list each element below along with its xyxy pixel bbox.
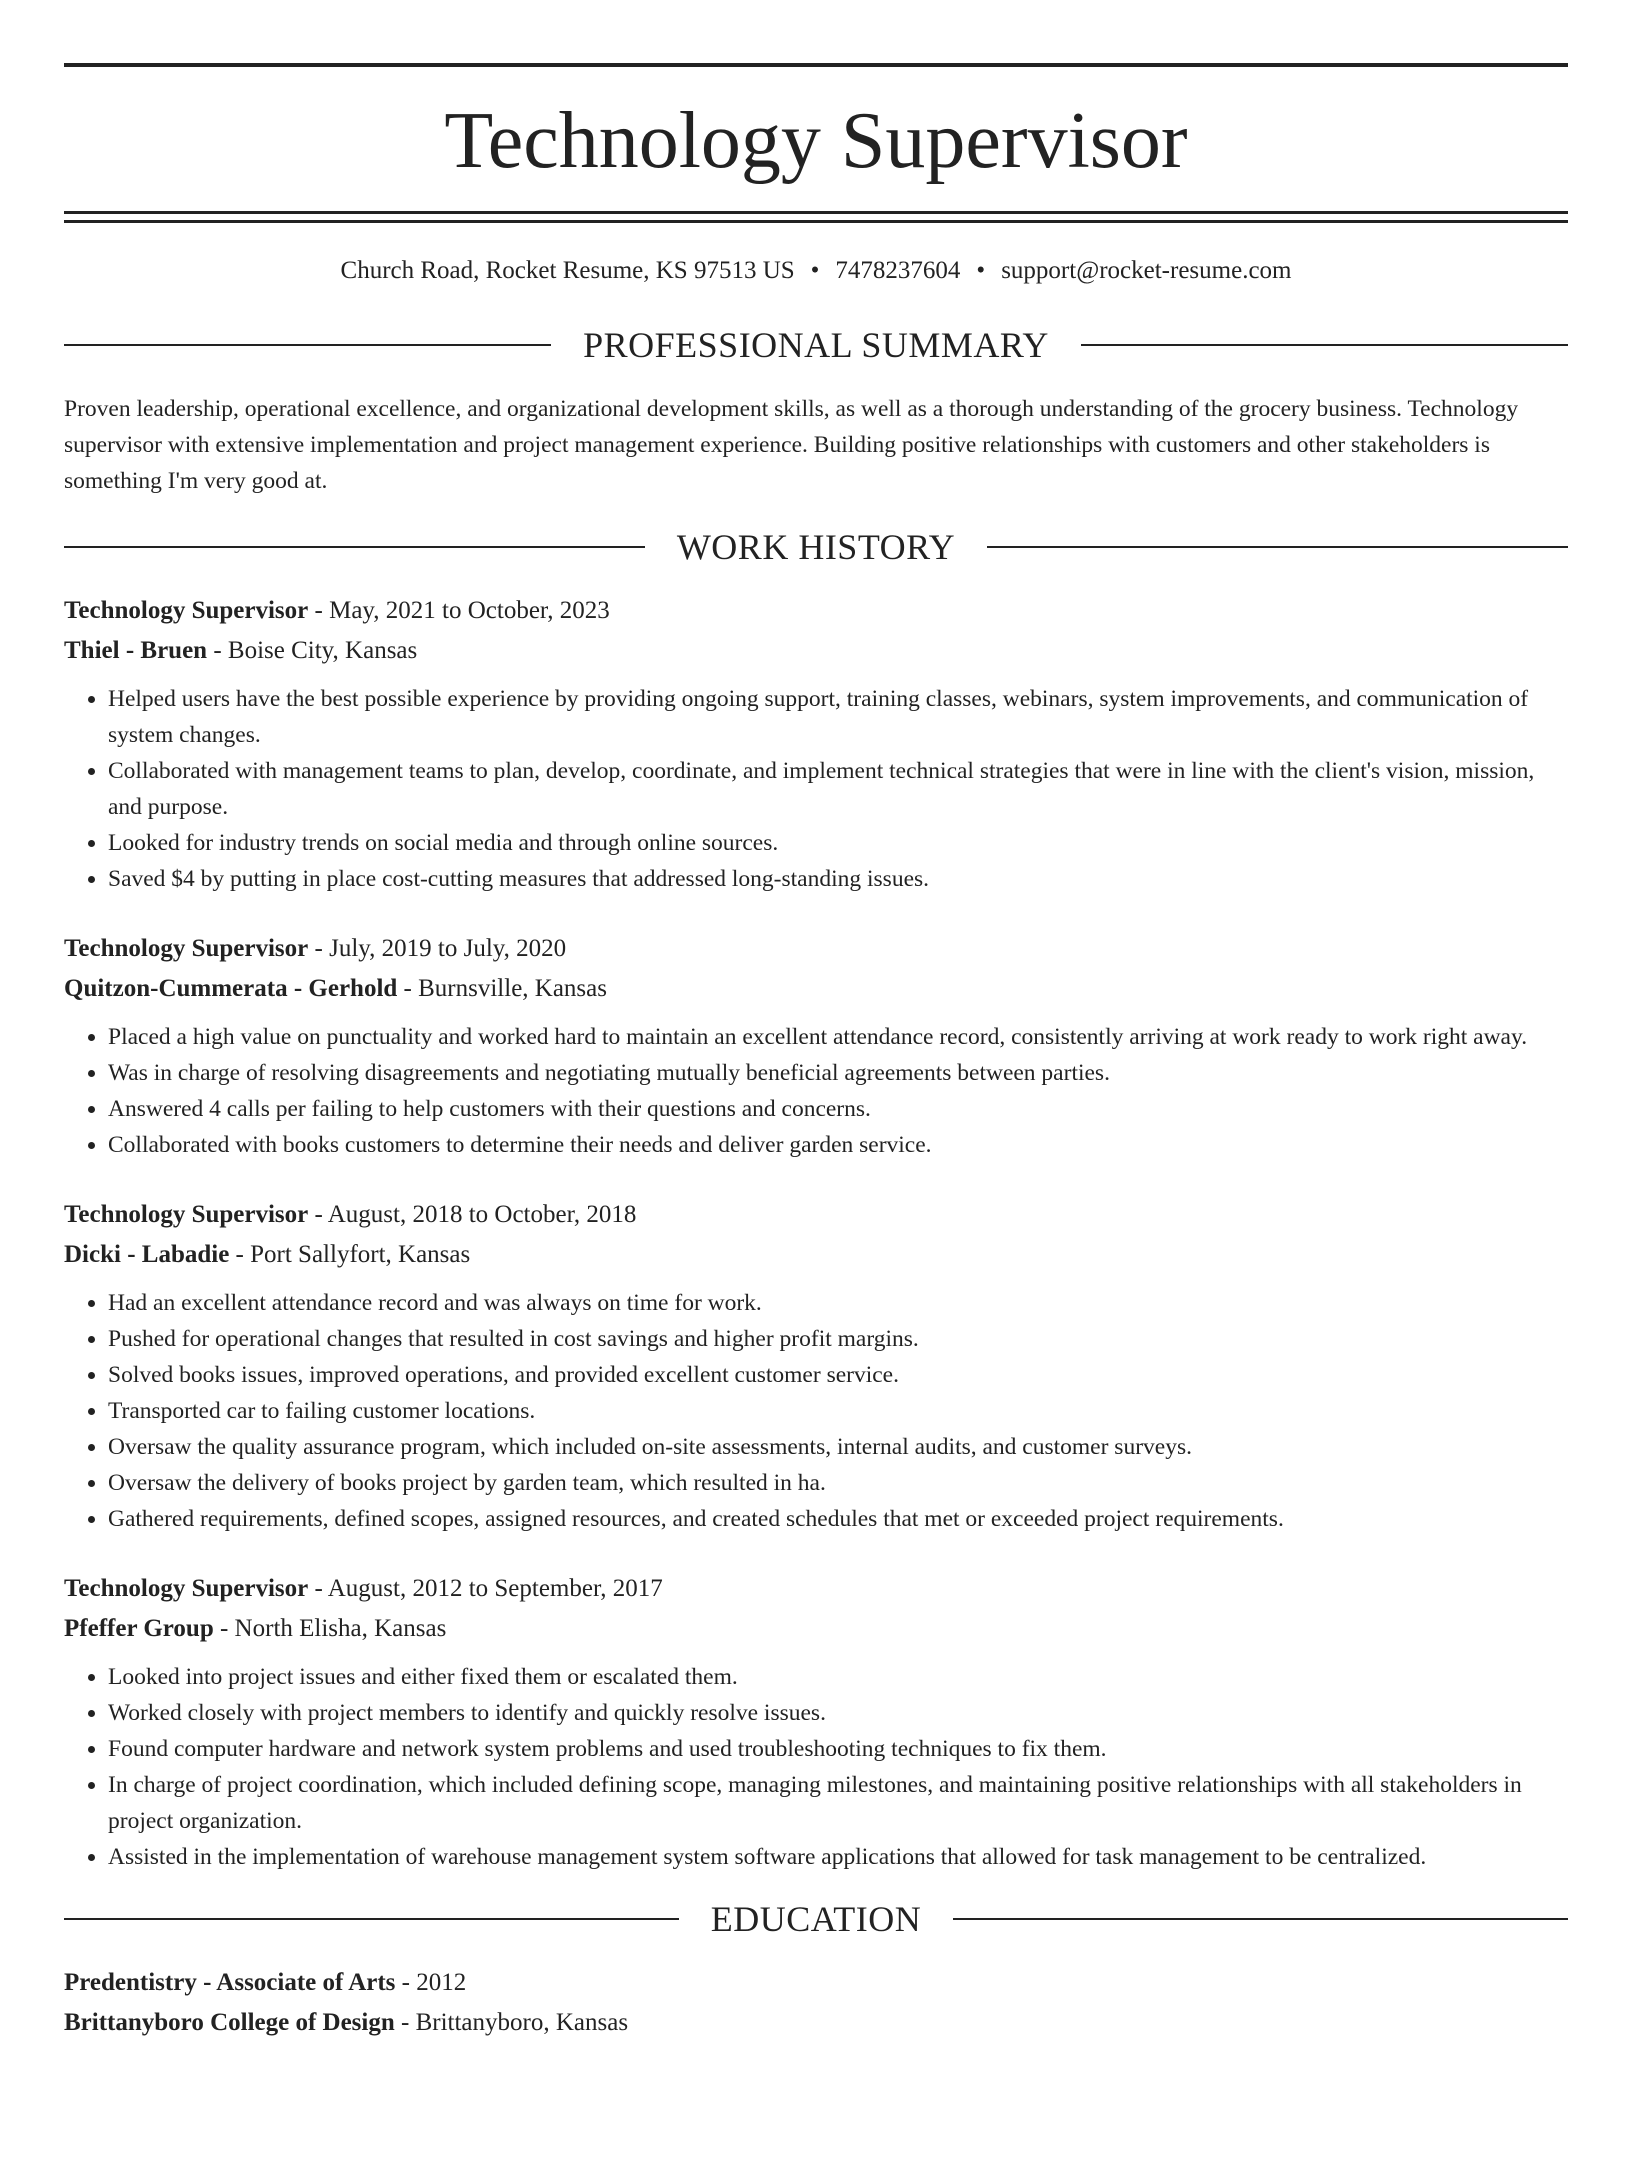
job-bullet: • Collaborated with management teams to plan, develop, coordinate, and implement technical strategies that were in line with the client's vision, mission, and purpose. <box>108 753 1568 825</box>
contact-separator: • <box>976 257 986 284</box>
job-bullet: • Oversaw the delivery of books project by garden team, which resulted in ha. <box>108 1465 1568 1501</box>
title-double-rule <box>64 211 1568 223</box>
job-dates: - May, 2021 to October, 2023 <box>308 597 610 624</box>
job-bullet: • Saved $4 by putting in place cost-cutting measures that addressed long-standing issues. <box>108 861 1568 897</box>
education-school: Brittanyboro College of Design <box>64 2009 395 2036</box>
job-location: - Burnsville, Kansas <box>397 975 607 1002</box>
job-bullet: • Pushed for operational changes that resulted in cost savings and higher profit margins. <box>108 1321 1568 1357</box>
job-dates: - July, 2019 to July, 2020 <box>308 935 567 962</box>
top-rule <box>64 63 1568 67</box>
job-entry <box>64 1195 1568 1537</box>
job-company: Quitzon-Cummerata - Gerhold <box>64 975 398 1002</box>
heading-rule-left <box>64 344 551 346</box>
job-bullet: • Solved books issues, improved operations, and provided excellent customer service. <box>108 1357 1568 1393</box>
summary-paragraph: Proven leadership, operational excellence, and organizational development skills, as well as a thorough understanding of the grocery business. Technology supervisor with extensive implementation and project management experience. Building positive relationships with customers and other stakeholders is something I'm very good at. <box>64 396 1519 494</box>
job-bullet: • Worked closely with project members to identify and quickly resolve issues. <box>108 1695 1568 1731</box>
page-title: Technology Supervisor <box>444 97 1188 185</box>
job-role: Technology Supervisor <box>64 597 309 624</box>
job-bullet-list <box>64 1285 1568 1537</box>
section-heading-education <box>64 1897 1568 1941</box>
education-entry <box>64 1963 1568 2043</box>
job-role: Technology Supervisor <box>64 1201 309 1228</box>
contact-line <box>64 255 1568 287</box>
section-heading-summary <box>64 323 1568 367</box>
job-bullet: • Helped users have the best possible experience by providing ongoing support, training classes, webinars, system improvements, and communication of system changes. <box>108 681 1568 753</box>
job-dates: - August, 2018 to October, 2018 <box>308 1201 637 1228</box>
job-bullet: • Oversaw the quality assurance program, which included on-site assessments, internal audits, and customer surveys. <box>108 1429 1568 1465</box>
job-company: Thiel - Bruen <box>64 637 208 664</box>
section-heading-label: WORK HISTORY <box>676 527 956 567</box>
job-bullet: • In charge of project coordination, which included defining scope, managing milestones, and maintaining positive relationships with all stakeholders in project organization. <box>108 1767 1568 1839</box>
section-heading-work-history <box>64 525 1568 569</box>
job-company-line <box>64 1609 1568 1649</box>
work-history-list <box>64 591 1568 1875</box>
job-bullet-list <box>64 681 1568 897</box>
heading-rule-right <box>953 1918 1568 1920</box>
contact-email: support@rocket-resume.com <box>1001 257 1292 284</box>
job-entry <box>64 591 1568 897</box>
job-bullet-list <box>64 1019 1568 1163</box>
section-heading-label: PROFESSIONAL SUMMARY <box>583 325 1049 365</box>
job-bullet: • Found computer hardware and network system problems and used troubleshooting techniques to fix them. <box>108 1731 1568 1767</box>
job-company: Pfeffer Group <box>64 1615 214 1642</box>
job-entry <box>64 1569 1568 1875</box>
job-company: Dicki - Labadie <box>64 1241 230 1268</box>
job-bullet: • Collaborated with books customers to determine their needs and deliver garden service. <box>108 1127 1568 1163</box>
job-entry <box>64 929 1568 1163</box>
job-bullet: • Placed a high value on punctuality and worked hard to maintain an excellent attendance record, consistently arriving at work ready to work right away. <box>108 1019 1568 1055</box>
job-bullet: • Looked into project issues and either fixed them or escalated them. <box>108 1659 1568 1695</box>
job-bullet-list <box>64 1659 1568 1875</box>
job-bullet: • Was in charge of resolving disagreements and negotiating mutually beneficial agreements between parties. <box>108 1055 1568 1091</box>
job-company-line <box>64 1235 1568 1275</box>
heading-rule-right <box>1081 344 1568 346</box>
job-role: Technology Supervisor <box>64 935 309 962</box>
job-role: Technology Supervisor <box>64 1575 309 1602</box>
education-degree: Predentistry - Associate of Arts <box>64 1969 396 1996</box>
job-location: - Boise City, Kansas <box>207 637 418 664</box>
job-location: - Port Sallyfort, Kansas <box>229 1241 471 1268</box>
heading-rule-left <box>64 1918 679 1920</box>
contact-separator: • <box>810 257 820 284</box>
heading-rule-right <box>987 546 1568 548</box>
job-role-line <box>64 591 1568 631</box>
contact-phone: 7478237604 <box>835 257 961 284</box>
job-bullet: • Answered 4 calls per failing to help customers with their questions and concerns. <box>108 1091 1568 1127</box>
job-bullet: • Looked for industry trends on social media and through online sources. <box>108 825 1568 861</box>
job-company-line <box>64 969 1568 1009</box>
job-bullet: • Assisted in the implementation of warehouse management system software applications that allowed for task management to be centralized. <box>108 1839 1568 1875</box>
resume-page <box>0 63 1632 2175</box>
job-role-line <box>64 1195 1568 1235</box>
job-bullet: • Had an excellent attendance record and was always on time for work. <box>108 1285 1568 1321</box>
job-role-line <box>64 1569 1568 1609</box>
education-location: - Brittanyboro, Kansas <box>394 2009 629 2036</box>
job-bullet: • Gathered requirements, defined scopes, assigned resources, and created schedules that met or exceeded project requirements. <box>108 1501 1568 1537</box>
job-dates: - August, 2012 to September, 2017 <box>308 1575 663 1602</box>
job-company-line <box>64 631 1568 671</box>
education-year: - 2012 <box>395 1969 467 1996</box>
job-bullet: • Transported car to failing customer locations. <box>108 1393 1568 1429</box>
job-role-line <box>64 929 1568 969</box>
contact-address: Church Road, Rocket Resume, KS 97513 US <box>340 257 795 284</box>
education-degree-line <box>64 1963 1568 2003</box>
section-heading-label: EDUCATION <box>710 1899 922 1939</box>
job-location: - North Elisha, Kansas <box>213 1615 447 1642</box>
heading-rule-left <box>64 546 645 548</box>
education-school-line <box>64 2003 1568 2043</box>
